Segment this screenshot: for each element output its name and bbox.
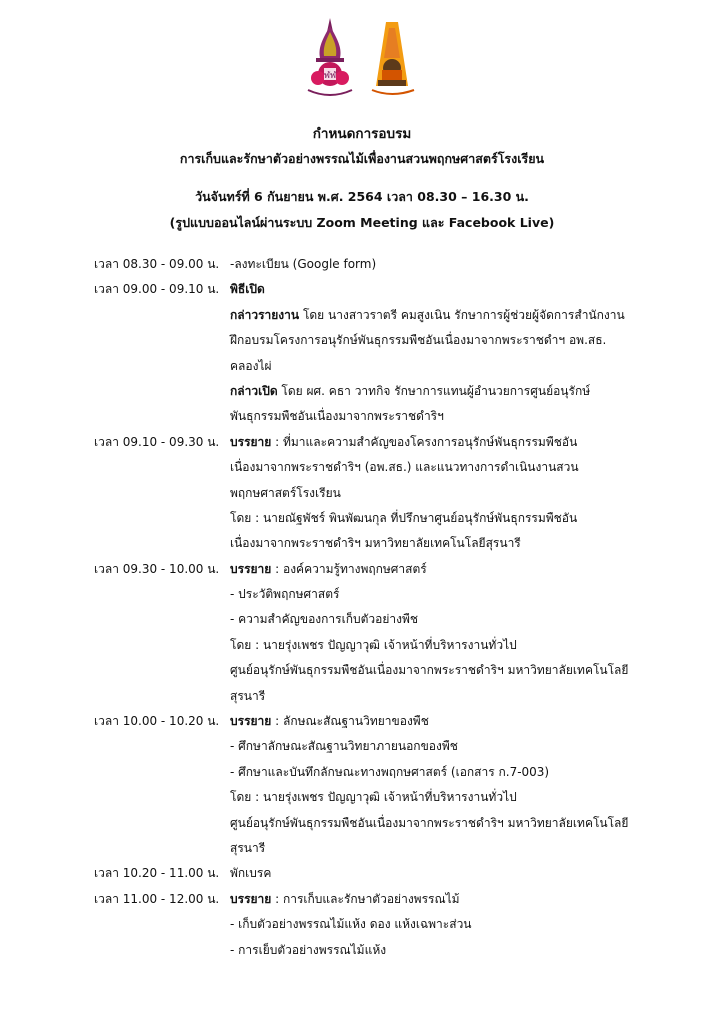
schedule-detail: - ประวัติพฤกษศาสตร์ — [230, 587, 340, 602]
schedule-line — [94, 531, 654, 556]
schedule-text — [230, 607, 418, 632]
schedule-time: เวลา 08.30 - 09.00 น. — [94, 257, 220, 271]
schedule-line — [94, 938, 654, 963]
schedule-time: เวลา 09.00 - 09.10 น. — [94, 282, 220, 297]
event-format: (รูปแบบออนไลน์ผ่านระบบ Zoom Meeting และ Facebook Live) — [169, 215, 555, 230]
schedule-line — [94, 379, 654, 404]
schedule-detail: : ที่มาและความสำคัญของโครงการอนุรักษ์พันธุกรรมพืชอัน — [271, 434, 578, 449]
schedule-time: เวลา 10.20 - 11.00 น. — [94, 866, 220, 881]
schedule-text — [230, 557, 427, 582]
schedule-text — [230, 836, 265, 861]
sut-university-emblem-icon — [364, 18, 420, 100]
schedule-time: เวลา 11.00 - 12.00 น. — [94, 891, 220, 906]
schedule-line — [94, 328, 654, 353]
schedule-text — [230, 785, 517, 810]
schedule-heading: บรรยาย — [230, 714, 272, 729]
schedule-heading: พิธีเปิด — [230, 282, 265, 297]
schedule-line — [94, 734, 654, 759]
schedule-line — [94, 481, 654, 506]
schedule-text — [230, 252, 376, 277]
schedule-line — [94, 861, 654, 886]
schedule-text — [230, 277, 265, 302]
document-subtitle: การเก็บและรักษาตัวอย่างพรรณไม้เพื่องานสวนพฤกษศาสตร์โรงเรียน — [179, 151, 545, 166]
schedule-detail: เนื่องมาจากพระราชดำริฯ (อพ.สธ.) และแนวทางการดำเนินงานสวน — [230, 460, 579, 475]
schedule-line — [94, 760, 654, 785]
schedule-text — [230, 633, 517, 658]
schedule-detail: - ศึกษาลักษณะสัณฐานวิทยาภายนอกของพืช — [230, 739, 458, 754]
schedule-detail: : การเก็บและรักษาตัวอย่างพรรณไม้ — [271, 891, 460, 906]
schedule-text — [230, 709, 429, 734]
schedule-text — [230, 887, 460, 912]
schedule-text — [230, 531, 521, 556]
schedule-line — [94, 404, 654, 429]
schedule-line — [94, 430, 654, 455]
schedule-line — [94, 582, 654, 607]
schedule-heading: บรรยาย — [230, 891, 272, 906]
schedule-detail: สุรนารี — [230, 840, 266, 855]
schedule-detail: โดย นางสาวราตรี คมสูงเนิน รักษาการผู้ช่วยผู้จัดการสำนักงาน — [299, 307, 625, 322]
schedule-detail: : องค์ความรู้ทางพฤกษศาสตร์ — [271, 561, 427, 576]
schedule-heading: บรรยาย — [230, 434, 272, 449]
royal-project-emblem-icon — [304, 18, 356, 100]
schedule-line — [94, 887, 654, 912]
schedule-line — [94, 455, 654, 480]
schedule-text — [230, 811, 628, 836]
schedule-detail: พักเบรค — [230, 866, 272, 881]
schedule-text — [230, 379, 590, 404]
schedule-detail: โดย ผศ. คธา วาทกิจ รักษาการแทนผู้อำนวยการศูนย์อนุรักษ์ — [277, 383, 591, 398]
schedule-line — [94, 303, 654, 328]
schedule-detail: ศูนย์อนุรักษ์พันธุกรรมพืชอันเนื่องมาจากพระราชดำริฯ มหาวิทยาลัยเทคโนโลยี — [230, 815, 629, 830]
schedule-line — [94, 277, 654, 302]
schedule-line — [94, 709, 654, 734]
schedule-detail: - การเย็บตัวอย่างพรรณไม้แห้ง — [230, 942, 387, 957]
schedule-line — [94, 836, 654, 861]
schedule-time: เวลา 09.10 - 09.30 น. — [94, 434, 220, 449]
schedule-heading: กล่าวเปิด — [230, 383, 278, 398]
schedule-detail: พฤกษศาสตร์โรงเรียน — [230, 485, 341, 500]
document-title: กำหนดการอบรม — [312, 126, 412, 142]
schedule-line — [94, 506, 654, 531]
schedule-detail: - ความสำคัญของการเก็บตัวอย่างพืช — [230, 612, 418, 627]
schedule-time: เวลา 10.00 - 10.20 น. — [94, 714, 220, 729]
schedule-detail: เนื่องมาจากพระราชดำริฯ มหาวิทยาลัยเทคโนโลยีสุรนารี — [230, 536, 521, 551]
schedule-text — [230, 481, 341, 506]
schedule-text — [230, 455, 579, 480]
logo-row — [0, 18, 724, 106]
schedule-text — [230, 354, 272, 379]
schedule-detail: คลองไผ่ — [230, 358, 272, 373]
schedule-line — [94, 912, 654, 937]
schedule-text — [230, 734, 458, 759]
schedule-detail: - เก็บตัวอย่างพรรณไม้แห้ง ดอง แห้งเฉพาะส่วน — [230, 917, 472, 932]
schedule-text — [230, 506, 577, 531]
schedule-list — [94, 252, 654, 963]
schedule-text — [230, 912, 472, 937]
schedule-line — [94, 607, 654, 632]
schedule-line — [94, 658, 654, 683]
schedule-text — [230, 582, 339, 607]
schedule-text — [230, 328, 606, 353]
schedule-line — [94, 252, 654, 277]
schedule-heading: กล่าวรายงาน — [230, 307, 300, 322]
schedule-line — [94, 785, 654, 810]
schedule-detail: สุรนารี — [230, 688, 266, 703]
schedule-detail: โดย : นายณัฐพัชร์ พินพัฒนกุล ที่ปรึกษาศูนย์อนุรักษ์พันธุกรรมพืชอัน — [230, 510, 578, 525]
schedule-text — [230, 303, 625, 328]
schedule-text — [230, 430, 577, 455]
schedule-time: เวลา 09.30 - 10.00 น. — [94, 561, 220, 576]
schedule-text — [230, 404, 444, 429]
event-date: วันจันทร์ที่ 6 กันยายน พ.ศ. 2564 เวลา 08.30 – 16.30 น. — [195, 189, 529, 204]
schedule-detail: ศูนย์อนุรักษ์พันธุกรรมพืชอันเนื่องมาจากพระราชดำริฯ มหาวิทยาลัยเทคโนโลยี — [230, 663, 629, 678]
schedule-text — [230, 861, 271, 886]
schedule-detail: โดย : นายรุ่งเพชร ปัญญาวุฒิ เจ้าหน้าที่บริหารงานทั่วไป — [230, 790, 517, 805]
schedule-detail: ฝึกอบรมโครงการอนุรักษ์พันธุกรรมพืชอันเนื่องมาจากพระราชดำฯ อพ.สธ. — [230, 333, 607, 348]
schedule-text — [230, 760, 549, 785]
schedule-detail: พันธุกรรมพืชอันเนื่องมาจากพระราชดำริฯ — [230, 409, 444, 424]
schedule-line — [94, 354, 654, 379]
schedule-text — [230, 658, 628, 683]
schedule-detail: โดย : นายรุ่งเพชร ปัญญาวุฒิ เจ้าหน้าที่บริหารงานทั่วไป — [230, 637, 517, 652]
schedule-detail: -ลงทะเบียน (Google form) — [230, 257, 377, 271]
schedule-detail: - ศึกษาและบันทึกลักษณะทางพฤกษศาสตร์ (เอกสาร ก.7-003) — [230, 764, 550, 779]
svg-text:ฬฬ: ฬฬ — [323, 71, 337, 81]
schedule-detail: : ลักษณะสัณฐานวิทยาของพืช — [271, 714, 429, 729]
schedule-text — [230, 938, 386, 963]
schedule-heading: บรรยาย — [230, 561, 272, 576]
schedule-line — [94, 633, 654, 658]
schedule-line — [94, 557, 654, 582]
schedule-line — [94, 811, 654, 836]
schedule-text — [230, 684, 265, 709]
schedule-line — [94, 684, 654, 709]
